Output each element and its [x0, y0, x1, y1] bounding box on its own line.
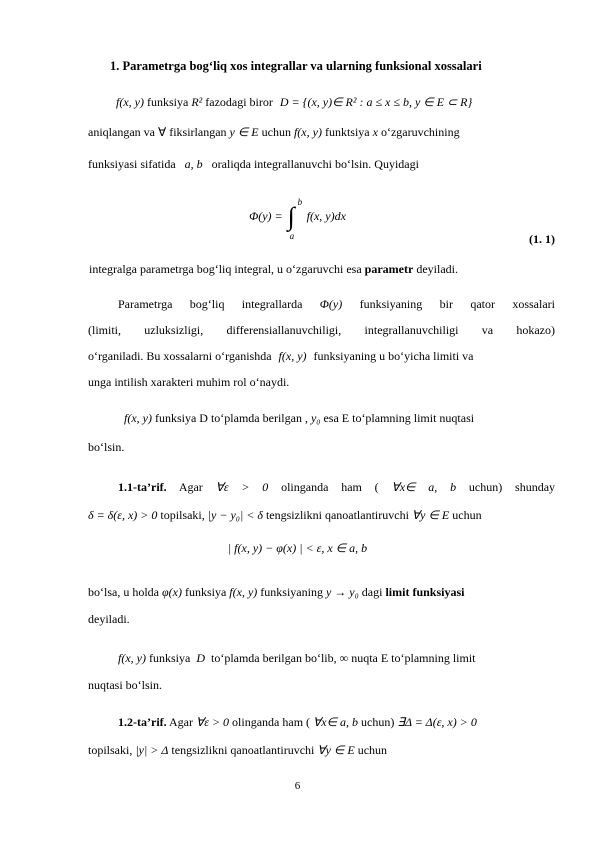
term-parametr: parametr [364, 262, 414, 276]
text: olinganda ham ( [281, 480, 379, 494]
text: uchun) [361, 715, 395, 729]
exists-Delta: ∃Δ = Δ(ε, x) > 0 [397, 715, 477, 729]
paragraph-3-line-1 [118, 296, 555, 312]
text: funktsiya [324, 125, 370, 139]
paragraph-3-line-2: (limiti, uzluksizligi, differensiallanuvchiligi, integrallanuvchiligi va hokazo) [88, 323, 555, 337]
definition-1-1-line-2 [88, 507, 555, 523]
paragraph-5-line-1 [118, 650, 555, 666]
text: funksiya [184, 585, 227, 599]
paragraph-4-line-2: bo‘lsin. [88, 440, 125, 454]
forall-x-in-ab: ∀x∈ a, b [313, 715, 359, 729]
phi-y: Φ(y) [319, 297, 343, 311]
text: to‘plamda berilgan bo‘lib, [210, 651, 337, 665]
definition-1-2-line-1 [118, 714, 555, 730]
paragraph-1-line-3 [88, 156, 555, 172]
function-f-xy: f(x, y) [116, 95, 144, 109]
function-f-xy: f(x, y) [293, 125, 322, 139]
text: uchun [357, 743, 388, 757]
text: aniqlangan va [88, 125, 155, 139]
forall-epsilon: ∀ε > 0 [215, 480, 269, 494]
paragraph-2 [89, 261, 555, 277]
integrand: f(x, y)dx [306, 208, 346, 223]
function-f-xy: f(x, y) [118, 651, 146, 665]
text: tengsizlikni qanoatlantiruvchi [171, 743, 315, 757]
integral-sign: ∫ b a [286, 200, 304, 234]
text: integralga parametrga bog‘liq integral, u o‘zgaruvchi esa [89, 262, 362, 276]
text: funksiya [148, 651, 191, 665]
text: funksiyaning [260, 585, 323, 599]
definition-label: 1.1-ta’rif. [118, 480, 167, 494]
text: uchun [452, 508, 482, 522]
text: bo‘lsa, u holda [88, 585, 159, 599]
text: uchun [261, 125, 291, 139]
paragraph-1-line-1 [116, 94, 555, 110]
interval-ab: a, b [184, 157, 203, 171]
text: funksiyaning u bo‘yicha limiti va [313, 349, 474, 363]
equation-number: (1. 1) [529, 232, 555, 246]
text: dagi [361, 585, 383, 599]
paragraph-1-line-2 [88, 124, 555, 140]
function-f-xy: f(x, y) [278, 349, 307, 363]
upper-limit: b [297, 197, 303, 207]
phi-x: φ(x) [162, 585, 182, 599]
text: uchun) shunday [468, 480, 556, 494]
text: Parametrga bog‘liq integrallarda [118, 297, 303, 311]
text: topilsaki, [160, 508, 205, 522]
y0-symbol: y₀ [310, 411, 321, 425]
delta-definition: δ = δ(ε, x) > 0 [88, 508, 158, 522]
definition-1-1-line-1 [118, 479, 555, 495]
text: esa E to‘plamning limit nuqtasi [323, 411, 475, 425]
text: fiksirlangan [169, 125, 227, 139]
definition-1-1-line-4 [88, 584, 555, 600]
paragraph-3-line-3 [88, 348, 555, 364]
text: topilsaki, [88, 743, 133, 757]
paragraph-4-line-1 [124, 410, 555, 426]
text: Agar [178, 480, 203, 494]
phi-lhs: Φ(y) = [249, 208, 283, 223]
section-heading: 1. Parametrga bog‘liq xos integrallar va ularning funksional xossalari [110, 59, 482, 73]
text: funksiya D to‘plamda berilgan , [154, 411, 308, 425]
definition-1-2-line-2 [88, 742, 555, 758]
paragraph-3-line-4: unga intilish xarakteri muhim rol o‘naydi. [88, 375, 290, 389]
set-D: D [196, 651, 205, 665]
text: funksiyaning bir qator xossalari [359, 297, 555, 311]
text: funksiyasi sifatida [88, 157, 176, 171]
term-limit-funksiyasi: limit funksiyasi [385, 585, 465, 599]
forall-symbol: ∀ [157, 125, 167, 139]
text: tengsizlikni qanoatlantiruvchi [265, 508, 409, 522]
function-f-xy: f(x, y) [124, 411, 152, 425]
page-number: 6 [294, 780, 301, 792]
inequality-abs-y: |y| > Δ [135, 743, 169, 757]
text: o‘zgaruvchining [380, 125, 460, 139]
function-f-xy: f(x, y) [229, 585, 258, 599]
text: oraliqda integrallanuvchi bo‘lsin. Quyidagi [211, 157, 419, 171]
variable-x: x [372, 125, 378, 139]
y-to-y0: y → y₀ [325, 585, 359, 599]
y-in-E: y ∈ E [229, 125, 259, 139]
forall-y-in-E: ∀y ∈ E [317, 743, 355, 757]
inequality-y-y0: |y − y₀| < δ [207, 508, 263, 522]
forall-epsilon: ∀ε > 0 [196, 715, 230, 729]
definition-1-1-line-5: deyiladi. [88, 612, 130, 626]
lower-limit: a [289, 231, 295, 241]
paragraph-5-line-2: nuqtasi bo‘lsin. [88, 678, 162, 692]
forall-y-in-E: ∀y ∈ E [411, 508, 450, 522]
text: Agar [169, 715, 193, 729]
definition-label: 1.2-ta’rif. [118, 715, 167, 729]
text: o‘rganiladi. Bu xossalarni o‘rganishda [88, 349, 272, 363]
infinity-symbol: ∞ [339, 651, 349, 665]
text: nuqta E to‘plamning limit [351, 651, 476, 665]
domain-set-D: D = {(x, y)∈ R² : a ≤ x ≤ b, y ∈ E ⊂ R} [279, 95, 473, 109]
limit-formula: | f(x, y) − φ(x) | < ε, x ∈ a, b [227, 541, 368, 555]
text: olinganda ham ( [232, 715, 311, 729]
text: deyiladi. [416, 262, 458, 276]
text: fazodagi biror [205, 95, 273, 109]
forall-x-in-ab: ∀x∈ a, b [391, 480, 457, 494]
text: funksiya [146, 95, 189, 109]
r2-symbol: R² [191, 95, 203, 109]
